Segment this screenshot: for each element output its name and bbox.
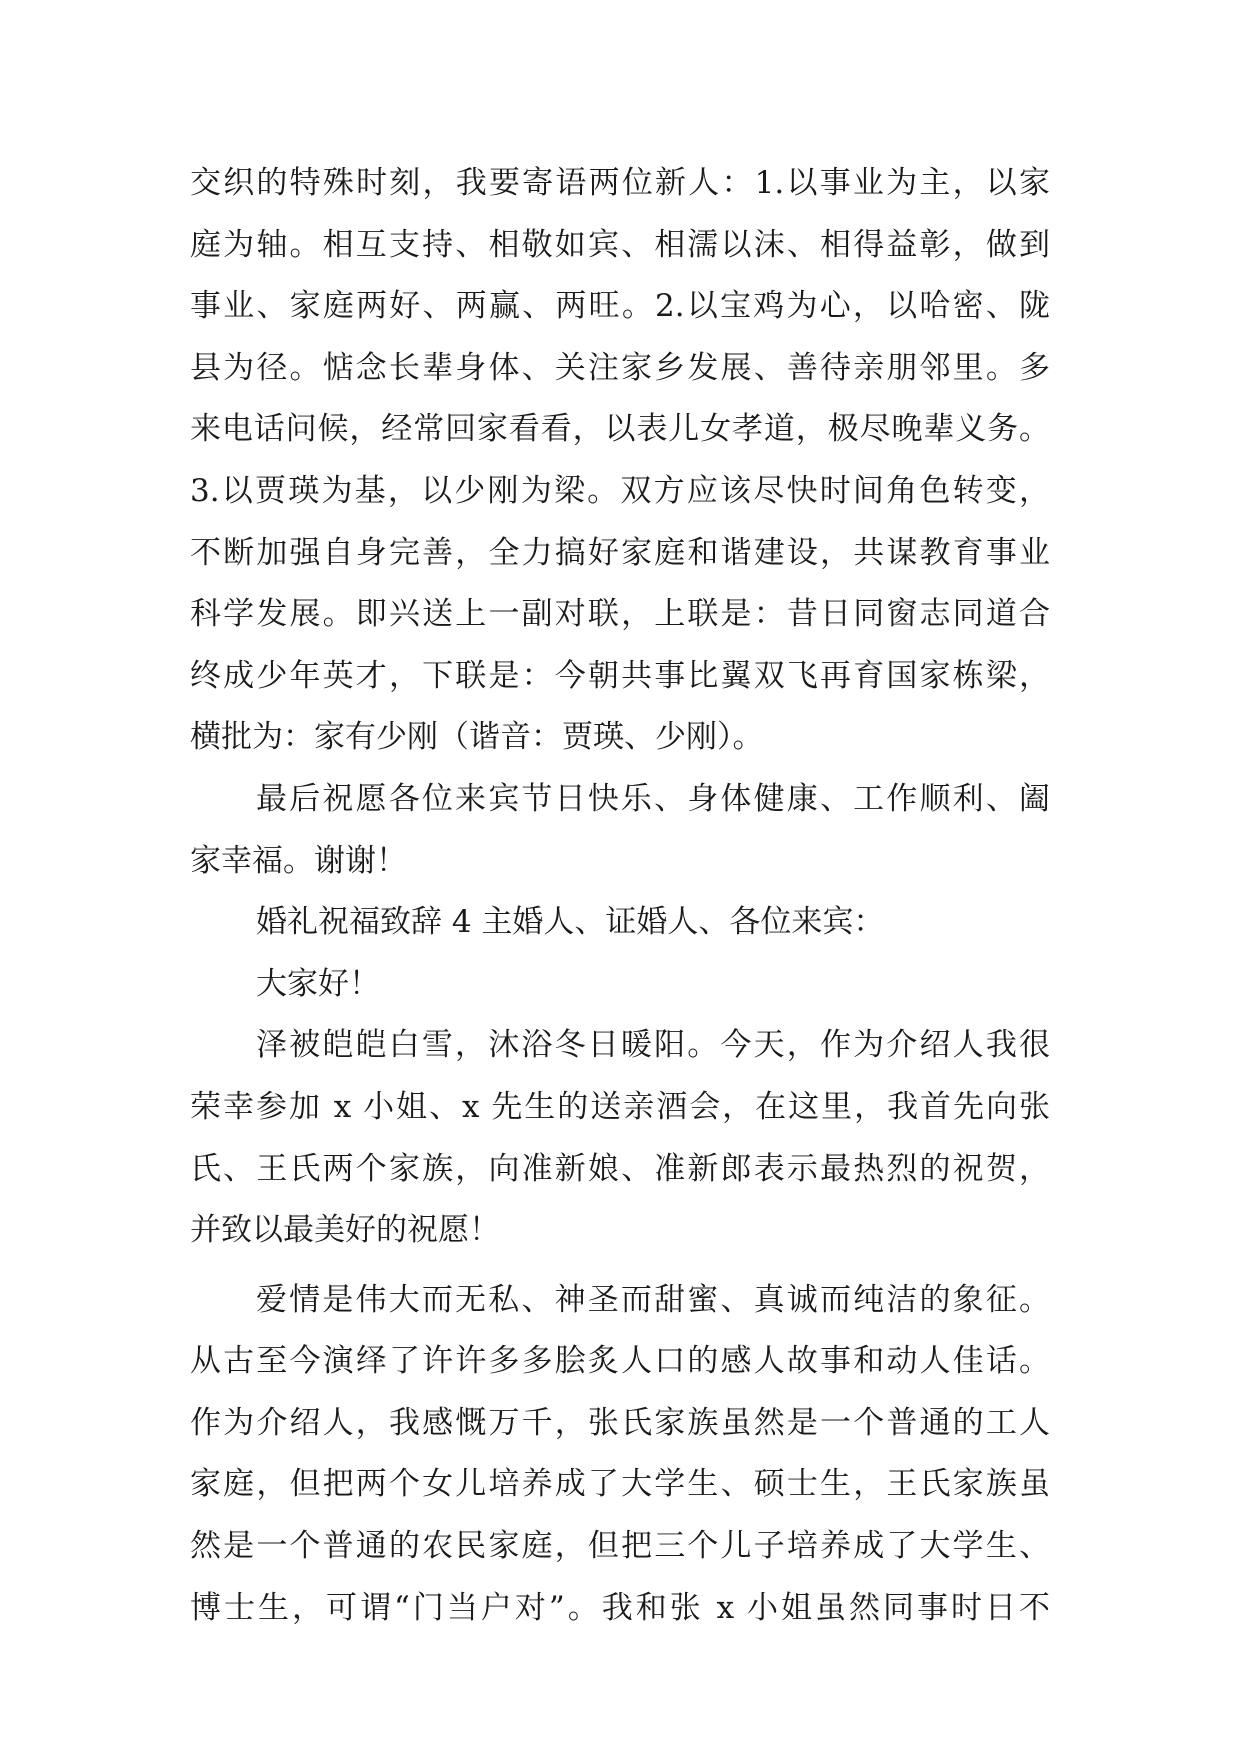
text-line: 3.以贾瑛为基，以少刚为梁。双方应该尽快时间角色转变， bbox=[190, 472, 1050, 509]
text-line: 事业、家庭两好、两赢、两旺。2.以宝鸡为心，以哈密、陇 bbox=[190, 288, 1050, 325]
text-line: 家庭，但把两个女儿培养成了大学生、硕士生，王氏家族虽 bbox=[190, 1466, 1050, 1503]
text-line: 从古至今演绎了许许多多脍炙人口的感人故事和动人佳话。 bbox=[190, 1343, 1050, 1380]
text-line: 作为介绍人，我感慨万千，张氏家族虽然是一个普通的工人 bbox=[190, 1404, 1050, 1441]
text-line: 泽被皑皑白雪，沐浴冬日暖阳。今天，作为介绍人我很 bbox=[256, 1027, 1050, 1064]
text-line: 不断加强自身完善，全力搞好家庭和谐建设，共谋教育事业 bbox=[190, 534, 1050, 571]
text-line: 然是一个普通的农民家庭，但把三个儿子培养成了大学生、 bbox=[190, 1528, 1050, 1565]
text-line: 氏、王氏两个家族，向准新娘、准新郎表示最热烈的祝贺， bbox=[190, 1150, 1050, 1187]
text-line: 横批为：家有少刚（谐音：贾瑛、少刚）。 bbox=[190, 719, 764, 756]
heading-line: 婚礼祝福致辞 4 主婚人、证婚人、各位来宾： bbox=[256, 904, 885, 941]
text-line: 最后祝愿各位来宾节日快乐、身体健康、工作顺利、阖 bbox=[256, 780, 1050, 817]
text-line: 终成少年英才，下联是：今朝共事比翼双飞再育国家栋梁， bbox=[190, 657, 1050, 694]
text-line: 庭为轴。相互支持、相敬如宾、相濡以沫、相得益彰，做到 bbox=[190, 226, 1050, 263]
text-line: 家幸福。谢谢！ bbox=[190, 842, 407, 879]
text-line: 并致以最美好的祝愿！ bbox=[190, 1212, 500, 1249]
text-line: 荣幸参加 x 小姐、x 先生的送亲酒会，在这里，我首先向张 bbox=[190, 1088, 1050, 1125]
document-body bbox=[190, 153, 1050, 1639]
text-line: 爱情是伟大而无私、神圣而甜蜜、真诚而纯洁的象征。 bbox=[256, 1281, 1050, 1318]
text-line: 来电话问候，经常回家看看，以表儿女孝道，极尽晚辈义务。 bbox=[190, 411, 1050, 448]
greeting-line: 大家好！ bbox=[256, 965, 380, 1002]
text-line: 县为径。惦念长辈身体、关注家乡发展、善待亲朋邻里。多 bbox=[190, 349, 1050, 386]
text-line: 科学发展。即兴送上一副对联，上联是：昔日同窗志同道合 bbox=[190, 596, 1050, 633]
text-line: 博士生，可谓“门当户对”。我和张 x 小姐虽然同事时日不 bbox=[190, 1589, 1050, 1626]
paragraph-gap bbox=[190, 1262, 1050, 1270]
text-line: 交织的特殊时刻，我要寄语两位新人：1.以事业为主，以家 bbox=[190, 165, 1050, 201]
